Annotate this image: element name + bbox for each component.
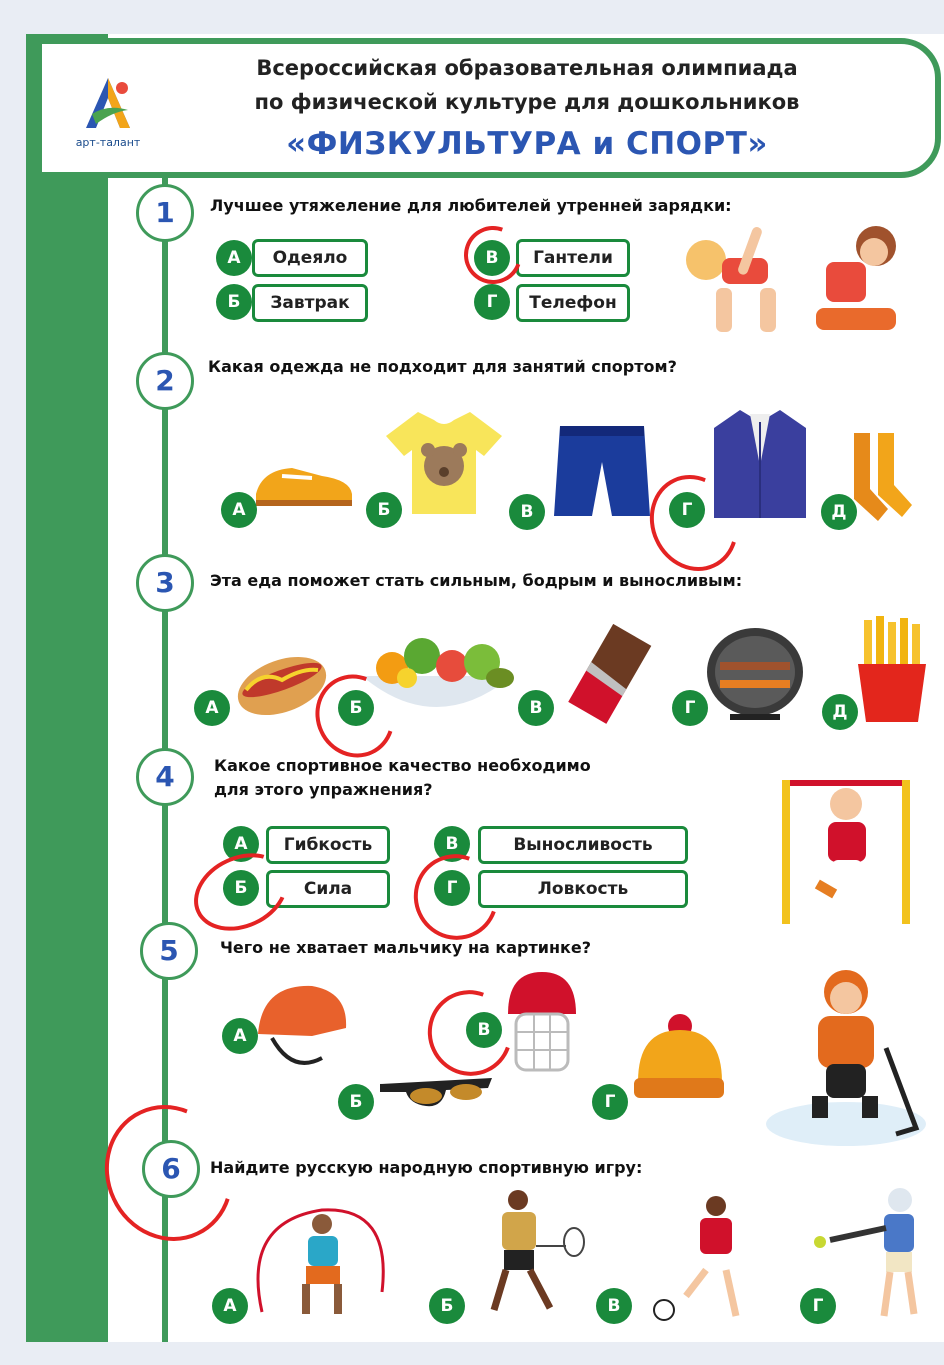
option-2-g[interactable]: Г <box>669 492 705 528</box>
option-6-v[interactable]: В <box>596 1288 632 1324</box>
option-6-b[interactable]: Б <box>429 1288 465 1324</box>
gorodki-player-image <box>242 1202 392 1326</box>
header-line-1: Всероссийская образовательная олимпиада <box>256 56 798 80</box>
question-1-number: 1 <box>136 184 194 242</box>
option-6-a[interactable]: А <box>212 1288 248 1324</box>
option-1-v-letter[interactable]: В <box>474 240 510 276</box>
option-4-a[interactable]: Гибкость <box>266 826 390 864</box>
option-1-g-letter[interactable]: Г <box>474 284 510 320</box>
option-1-b[interactable]: Завтрак <box>252 284 368 322</box>
fries-icon <box>852 614 932 728</box>
option-5-a[interactable]: А <box>222 1018 258 1054</box>
option-2-d[interactable]: Д <box>821 494 857 530</box>
option-4-g[interactable]: Ловкость <box>478 870 688 908</box>
question-2-text: Какая одежда не подходит для занятий спортом? <box>208 357 677 376</box>
question-5-text: Чего не хватает мальчику на картинке? <box>220 938 592 957</box>
shorts-icon <box>552 422 652 526</box>
option-3-a[interactable]: А <box>194 690 230 726</box>
option-2-v[interactable]: В <box>509 494 545 530</box>
option-4-b[interactable]: Сила <box>266 870 390 908</box>
answer-mark-1 <box>454 216 531 293</box>
tshirt-icon <box>384 406 504 522</box>
option-1-v[interactable]: Гантели <box>516 239 630 277</box>
socks-icon <box>848 429 918 527</box>
option-3-b[interactable]: Б <box>338 690 374 726</box>
option-1-a[interactable]: Одеяло <box>252 239 368 277</box>
logo <box>68 74 148 149</box>
hockey-helmet-icon <box>502 968 582 1076</box>
grill-icon <box>700 618 810 732</box>
option-4-v[interactable]: Выносливость <box>478 826 688 864</box>
option-5-g[interactable]: Г <box>592 1084 628 1120</box>
winter-hat-icon <box>630 1012 726 1106</box>
football-player-image <box>646 1192 776 1326</box>
header-line-2: по физической культуре для дошкольников <box>254 90 800 114</box>
header-title: «ФИЗКУЛЬТУРА и СПОРТ» <box>286 126 768 162</box>
option-1-b-letter[interactable]: Б <box>216 284 252 320</box>
question-3-number: 3 <box>136 554 194 612</box>
bike-helmet-icon <box>252 978 352 1082</box>
header-banner <box>36 38 941 178</box>
question-6-number: 6 <box>142 1140 200 1198</box>
option-3-d[interactable]: Д <box>822 694 858 730</box>
option-2-b[interactable]: Б <box>366 492 402 528</box>
hockey-boy-image <box>766 958 926 1152</box>
green-sidebar <box>26 34 108 1342</box>
option-4-v-letter[interactable]: В <box>434 826 470 862</box>
art-talant-logo-icon <box>78 74 138 134</box>
chocolate-icon <box>566 624 658 728</box>
option-3-g[interactable]: Г <box>672 690 708 726</box>
badminton-player-image <box>466 1186 586 1320</box>
option-1-g[interactable]: Телефон <box>516 284 630 322</box>
option-4-a-letter[interactable]: А <box>223 826 259 862</box>
boy-on-bar-image <box>776 764 916 928</box>
question-2-number: 2 <box>136 352 194 410</box>
option-4-g-letter[interactable]: Г <box>434 870 470 906</box>
option-3-v[interactable]: В <box>518 690 554 726</box>
worksheet-page <box>26 34 944 1342</box>
question-5-number: 5 <box>140 922 198 980</box>
kids-exercising-image <box>676 218 916 342</box>
question-4-text-line-2: для этого упражнения? <box>214 780 433 799</box>
option-5-v[interactable]: В <box>466 1012 502 1048</box>
option-2-a[interactable]: А <box>221 492 257 528</box>
question-4-number: 4 <box>136 748 194 806</box>
option-1-a-letter[interactable]: А <box>216 240 252 276</box>
question-1-text: Лучшее утяжеление для любителей утренней зарядки: <box>210 196 732 215</box>
sunglasses-icon <box>376 1074 496 1118</box>
question-6-text: Найдите русскую народную спортивную игру: <box>210 1158 643 1177</box>
option-5-b[interactable]: Б <box>338 1084 374 1120</box>
question-3-text: Эта еда поможет стать сильным, бодрым и выносливым: <box>210 571 743 590</box>
question-4-text-line-1: Какое спортивное качество необходимо <box>214 756 591 775</box>
option-6-g[interactable]: Г <box>800 1288 836 1324</box>
option-4-b-letter[interactable]: Б <box>223 870 259 906</box>
logo-text: арт-талант <box>75 136 141 149</box>
sneakers-icon <box>252 454 358 514</box>
